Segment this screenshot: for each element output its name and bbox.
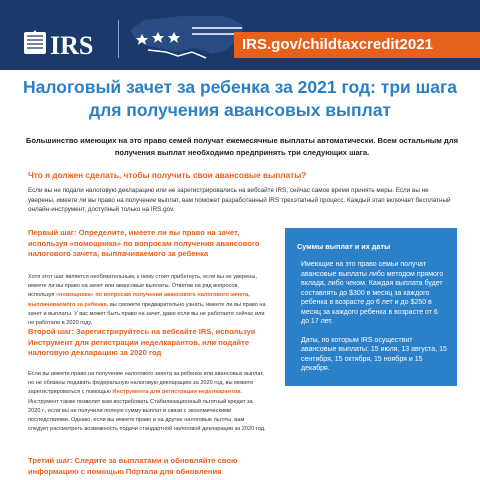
step2-body-b: . Инструмент также позволит вам востребовать Стабилизационный льготный кредит за 2020 г., если вы не получили полную сумму выплат в связи с экономическими последствиями. Однако, если вы имеете право и на другие налоговые льготы, вам следует рассмотреть возможность подачи стандартной налоговой декларации за 2020 год.	[28, 389, 266, 433]
step2-body-a: Если вы имеете право на получение налогового зачета за ребенка или авансовых выплат, но не обязаны подавать федеральную налоговую декларацию за 2020 год, вы можете зарегистрироваться с помощью	[28, 371, 264, 396]
payments-sidebar	[285, 228, 457, 386]
irs-logo[interactable]	[22, 22, 118, 58]
step1-body-b: , вы сможете предварительно узнать, имеете ли вы право на зачет и выплаты. У вас может быть право на зачет, даже если вы не работаете сейчас или не работали в 2020 году.	[28, 301, 266, 327]
step2-tool-link[interactable]: Инструмента для регистрации неделкарантов	[112, 389, 241, 396]
question-body: Если вы не подали налоговую декларацию или не зарегистрировались на вебсайте IRS, сейчас самое время принять меры. Если вы не уверены, имеете ли вы право на получение выплат, вам поможет разработанный IRS трехэтапный процесс. Каждый этап включает бесплатный онлайн-инструмент, доступный только на IRS.gov.	[28, 187, 451, 213]
step2-heading: Второй шаг: Зарегистрируйтесь на вебсайте IRS, используя Инструмент для регистрации неделкарантов, или подайте налоговую декларацию за 2020 год	[28, 327, 256, 357]
step3-heading: Третий шаг: Следите за выплатами и обновляйте свою информацию с помощью Портала для обновления	[28, 456, 238, 476]
header-divider	[118, 20, 119, 58]
irs-eagle-logo-icon	[22, 22, 118, 58]
intro-text: Большинство имеющих на это право семей получат ежемесячные выплаты автоматически. Всем остальным для получения выплат необходимо предпринять три следующих шага.	[25, 136, 459, 157]
sidebar-paragraph-dates: Даты, по которым IRS осуществит авансовые выплаты: 15 июля, 13 августа, 15 сентября, 15 октября, 15 ноября и 15 декабря.	[301, 336, 447, 372]
step1-assistant-link[interactable]: «помощника» по вопросам получения авансового налогового зачета, выплачиваемого за ребенка	[28, 292, 250, 308]
step2-body	[28, 370, 266, 434]
sidebar-title: Суммы выплат и их даты	[297, 242, 391, 251]
svg-text:IRS: IRS	[50, 31, 94, 58]
sidebar-paragraph-amounts: Имеющие на это право семьи получат авансовые выплаты либо методом прямого вклада, либо чеком. Каждая выплата будет составлять до $300 в месяц за каждого ребенка в возрасте до 6 лет и до $250 в месяц за каждого ребенка в возрасте от 6 до 17 лет.	[301, 261, 444, 325]
url-banner[interactable]: IRS.gov/childtaxcredit2021	[234, 32, 480, 58]
header-banner	[0, 0, 480, 70]
step1-body	[28, 273, 266, 328]
question-heading: Что я должен сделать, чтобы получить свои авансовые выплаты?	[28, 170, 307, 180]
step1-heading: Первый шаг: Определите, имеете ли вы право на зачет, используя «помощника» по вопросам получения авансового налогового зачета, выплачиваемого за ребенка	[28, 228, 260, 258]
step1-body-a: Хотя этот шаг является необязательным, к нему стоит прибегнуть, если вы не уверены, имеете ли вы право на зачет или авансовые выплаты. Ответив на ряд вопросов, используя	[28, 274, 257, 299]
page-title: Налоговый зачет за ребенка за 2021 год: три шага для получения авансовых выплат	[23, 77, 457, 120]
